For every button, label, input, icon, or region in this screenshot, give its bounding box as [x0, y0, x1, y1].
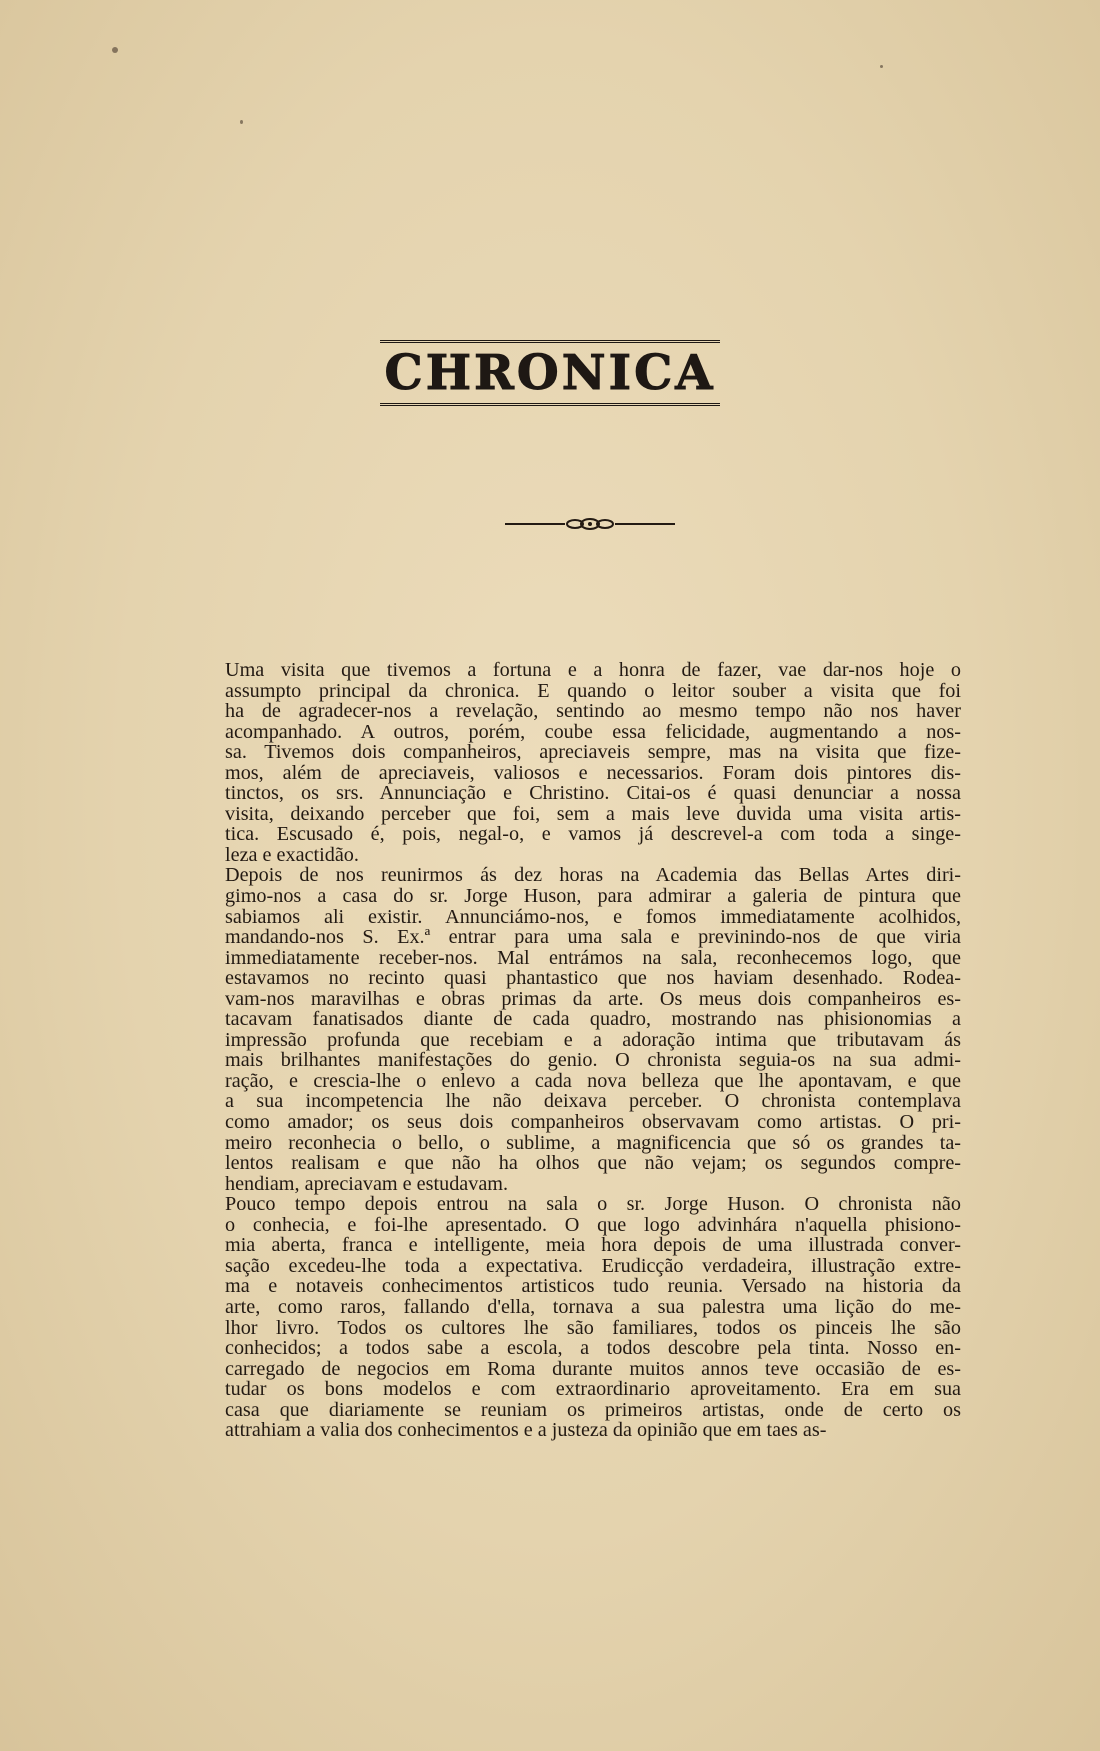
- text-line: mia aberta, franca e intelligente, meia hora depois de uma illustrada conver-: [225, 1234, 961, 1257]
- text-line: Uma visita que tivemos a fortuna e a honra de fazer, vae dar-nos hoje o: [225, 659, 961, 681]
- text-line: conhecidos; a todos sabe a escola, a todos descobre pela tinta. Nosso en-: [225, 1337, 961, 1360]
- text-line: mandando-nos S. Ex.ª entrar para uma sala e previnindo-nos de que viria: [225, 926, 961, 949]
- text-line: assumpto principal da chronica. E quando o leitor souber a visita que foi: [225, 679, 961, 702]
- text-line: casa que diariamente se reuniam os primeiros artistas, onde de certo os: [225, 1398, 961, 1421]
- text-line: sabiamos ali existir. Annunciámo-nos, e fomos immediatamente acolhidos,: [225, 905, 961, 928]
- text-line: tacavam fanatisados diante de cada quadro, mostrando nas phisionomias a: [225, 1008, 961, 1031]
- text-line: sação excedeu-lhe toda a expectativa. Erudicção verdadeira, illustração extre-: [225, 1254, 961, 1277]
- text-line: Depois de nos reunirmos ás dez horas na Academia das Bellas Artes diri-: [225, 864, 961, 887]
- text-line: lentos realisam e que não ha olhos que não vejam; os segundos compre-: [225, 1152, 961, 1175]
- text-line: gimo-nos a casa do sr. Jorge Huson, para admirar a galeria de pintura que: [225, 885, 961, 908]
- text-line: ha de agradecer-nos a revelação, sentindo ao mesmo tempo não nos haver: [225, 700, 961, 723]
- paper-speck: [240, 120, 243, 124]
- text-line: arte, como raros, fallando d'ella, tornava a sua palestra uma lição do me-: [225, 1295, 961, 1318]
- text-line: o conhecia, e foi-lhe apresentado. O que logo advinhára n'aquella phisiono-: [225, 1213, 961, 1236]
- text-line: meiro reconhecia o bello, o sublime, a magnificencia que só os grandes ta-: [225, 1131, 961, 1154]
- paper-speck: [112, 47, 118, 53]
- text-line: como amador; os seus dois companheiros observavam como artistas. O pri-: [225, 1111, 961, 1134]
- text-line: visita, deixando perceber que foi, sem a mais leve duvida uma visita artis-: [225, 802, 961, 825]
- chapter-title-text: CHRONICA: [380, 340, 719, 406]
- text-line: mais brilhantes manifestações do genio. O chronista seguia-os na sua admi-: [225, 1049, 961, 1072]
- chronicle-body: [225, 660, 961, 1441]
- paper-speck: [880, 65, 883, 68]
- text-line: tinctos, os srs. Annunciação e Christino. Citai-os é quasi denunciar a nossa: [225, 782, 961, 805]
- text-line: estavamos no recinto quasi phantastico que nos haviam desenhado. Rodea-: [225, 967, 961, 990]
- text-line: tica. Escusado é, pois, negal-o, e vamos já descrevel-a com toda a singe-: [225, 823, 961, 846]
- text-line: leza e exactidão.: [225, 843, 359, 866]
- text-line: tudar os bons modelos e com extraordinario aproveitamento. Era em sua: [225, 1378, 961, 1401]
- decorative-rule-ornament: [505, 517, 675, 531]
- text-line: hendiam, apreciavam e estudavam.: [225, 1172, 509, 1195]
- text-line: lhor livro. Todos os cultores lhe são familiares, todos os pinceis lhe são: [225, 1316, 961, 1339]
- text-line: acompanhado. A outros, porém, coube essa felicidade, augmentando a nos-: [225, 720, 961, 743]
- text-line: impressão profunda que recebiam e a adoração intima que tributavam ás: [225, 1028, 961, 1051]
- text-line: a sua incompetencia lhe não deixava perceber. O chronista contemplava: [225, 1090, 961, 1113]
- text-line: ração, e crescia-lhe o enlevo a cada nova belleza que lhe apontavam, e que: [225, 1069, 961, 1092]
- chapter-title: [0, 340, 1100, 406]
- text-line: mos, além de apreciaveis, valiosos e necessarios. Foram dois pintores dis-: [225, 761, 961, 784]
- text-line: immediatamente receber-nos. Mal entrámos na sala, reconhecemos logo, que: [225, 946, 961, 969]
- text-line: sa. Tivemos dois companheiros, apreciaveis sempre, mas na visita que fize-: [225, 741, 961, 764]
- text-line: vam-nos maravilhas e obras primas da arte. Os meus dois companheiros es-: [225, 987, 961, 1010]
- text-line: Pouco tempo depois entrou na sala o sr. Jorge Huson. O chronista não: [225, 1193, 961, 1216]
- text-line: carregado de negocios em Roma durante muitos annos teve occasião de es-: [225, 1357, 961, 1380]
- text-line: ma e notaveis conhecimentos artisticos tudo reunia. Versado na historia da: [225, 1275, 961, 1298]
- text-line: attrahiam a valia dos conhecimentos e a justeza da opinião que em taes as-: [225, 1419, 827, 1442]
